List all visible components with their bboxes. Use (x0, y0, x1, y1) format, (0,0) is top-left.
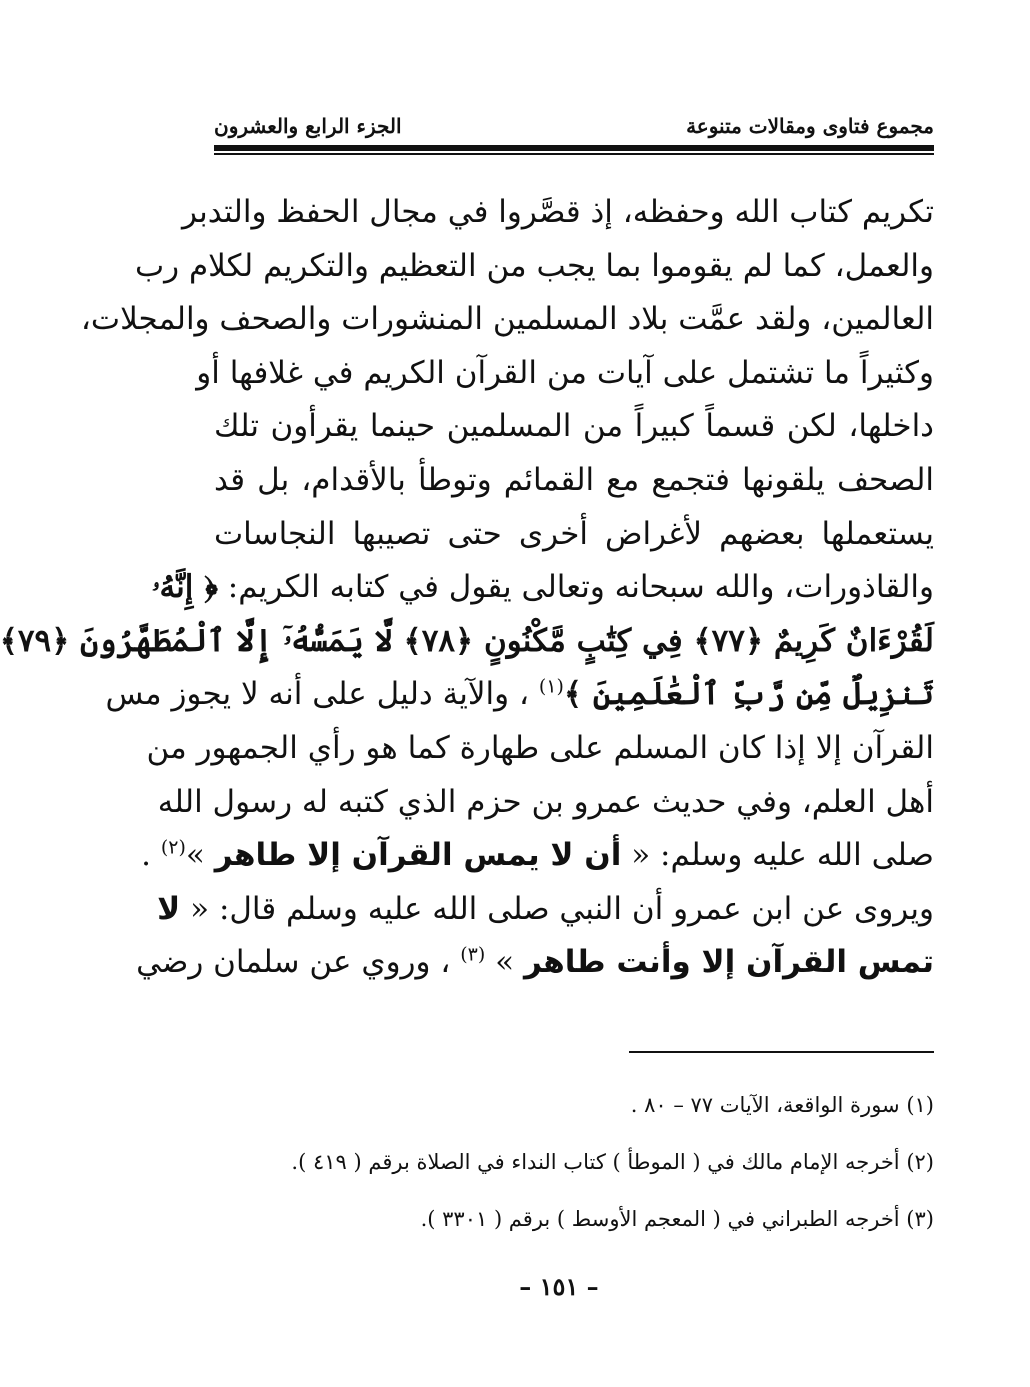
body-text-segment: صلى الله عليه وسلم: « (621, 837, 934, 874)
body-text-segment: ، وروي عن سلمان رضي (136, 944, 461, 981)
footnote-3: (٣) أخرجه الطبراني في ( المعجم الأوسط ) برقم ( ٣٣٠١ ). (420, 1207, 934, 1231)
body-text-segment: . (141, 837, 161, 874)
body-line (134, 240, 934, 294)
hadith-quote-text: أن لا يمس القرآن إلا طاهر (214, 837, 622, 874)
body-text-segment: الصحف يلقونها فتجمع مع القمائم وتوطأ بالأقدام، بل قد (214, 461, 934, 498)
body-text-segment: أهل العلم، وفي حديث عمرو بن حزم الذي كتبه له رسول الله (157, 783, 934, 820)
footnote-reference: (٣) (460, 943, 486, 966)
body-text-segment: تكريم كتاب الله وحفظه، إذ قصَّروا في مجال الحفظ والتدبر (182, 194, 934, 230)
quran-verse-text: لَقُرْءَانٌ كَرِيمٌ ﴿٧٧﴾ فِي كِتَٰبٍ مَّكْنُونٍ ﴿٧٨﴾ لَّا يَمَسُّهُۥٓ إِلَّا ٱلْمُطَهَّرُونَ ﴿٧٩﴾ (0, 622, 934, 659)
book-title: مجموع فتاوى ومقالات متنوعة (686, 114, 934, 138)
body-line (0, 615, 934, 669)
body-line (196, 347, 934, 401)
body-text-segment: والعمل، كما لم يقوموا بما يجب من التعظيم والتكريم لكلام رب (134, 247, 934, 284)
body-text-segment: العالمين، ولقد عمَّت بلاد المسلمين المنشورات والصحف والمجلات، (80, 301, 934, 338)
body-text-segment: داخلها، لكن قسماً كبيراً من المسلمين حينما يقرأون تلك (214, 408, 934, 445)
body-line (157, 776, 934, 830)
body-line (141, 829, 934, 883)
footnote-1: (١) سورة الواقعة، الآيات ٧٧ – ٨٠ . (630, 1093, 934, 1117)
body-line (151, 561, 934, 615)
body-line (80, 293, 934, 347)
body-line (182, 186, 934, 240)
footnote-2: (٢) أخرجه الإمام مالك في ( الموطأ ) كتاب النداء في الصلاة برقم ( ٤١٩ ). (291, 1150, 934, 1174)
quran-verse-text: تَنزِيلٌ مِّن رَّبِّ ٱلْعَٰلَمِينَ ﴾ (563, 676, 934, 713)
running-header (214, 110, 934, 142)
body-line (136, 936, 934, 990)
header-rule-thin (214, 153, 934, 155)
body-line (146, 722, 934, 776)
body-text-segment: ويروى عن ابن عمرو أن النبي صلى الله عليه وسلم قال: « (180, 890, 934, 927)
body-line (214, 508, 934, 562)
body-text-segment: والقاذورات، والله سبحانه وتعالى يقول في كتابه الكريم: (217, 569, 934, 606)
page-number: – ١٥١ – (519, 1272, 599, 1301)
body-text-segment: » (185, 837, 215, 874)
body-line (105, 668, 934, 722)
footnote-reference: (١) (538, 676, 564, 699)
footnotes (214, 1085, 934, 1256)
body-text-segment: وكثيراً ما تشتمل على آيات من القرآن الكريم في غلافها أو (196, 354, 934, 391)
body-text-segment: القرآن إلا إذا كان المسلم على طهارة كما هو رأي الجمهور من (146, 729, 934, 766)
body-text (0, 186, 934, 990)
hadith-quote-text: لا (157, 890, 181, 927)
hadith-quote-text: تمس القرآن إلا وأنت طاهر (523, 944, 934, 981)
footnote-reference: (٢) (160, 836, 186, 859)
body-line (214, 400, 934, 454)
quran-verse-text: ﴿ إِنَّهُۥ (151, 569, 218, 606)
footnote-separator (629, 1051, 934, 1053)
header-rule-thick (214, 145, 934, 151)
body-line (157, 883, 934, 937)
body-text-segment: » (485, 944, 524, 981)
body-line (214, 454, 934, 508)
body-text-segment: ، والآية دليل على أنه لا يجوز مس (105, 676, 539, 713)
body-text-segment: يستعملها بعضهم لأغراض أخرى حتى تصيبها النجاسات (214, 515, 934, 552)
volume-label: الجزء الرابع والعشرون (214, 114, 402, 138)
